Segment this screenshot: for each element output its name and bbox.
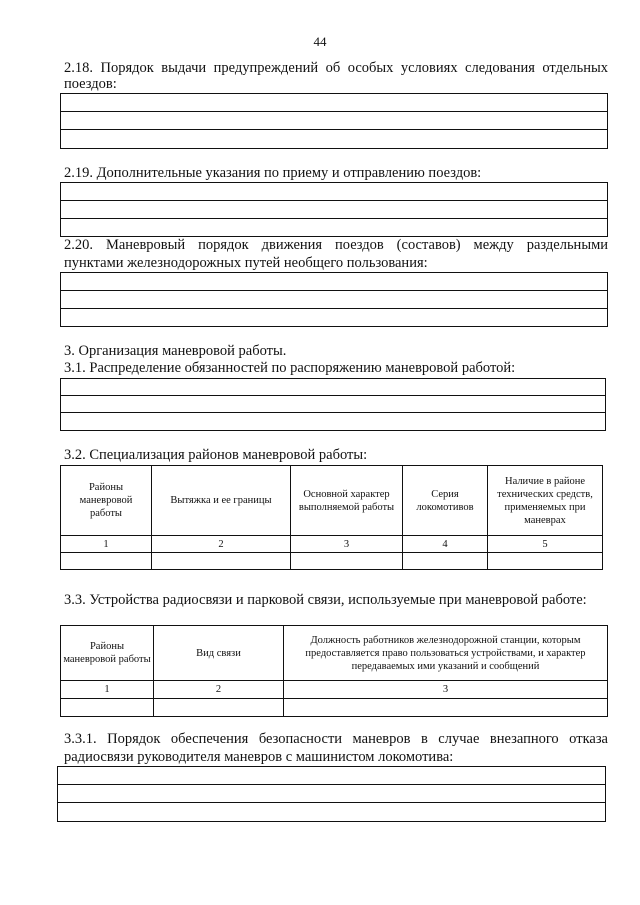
column-number: 1 bbox=[61, 536, 152, 553]
table-cell bbox=[61, 699, 154, 717]
table-header-cell: Серия локомотивов bbox=[403, 466, 488, 536]
districts-table bbox=[60, 465, 603, 570]
table-header-cell: Наличие в районе технических средств, применяемых при маневрах bbox=[488, 466, 603, 536]
blank-row bbox=[61, 130, 607, 148]
blank-row bbox=[58, 803, 605, 821]
table-header-cell: Районы маневровой работы bbox=[61, 466, 152, 536]
blank-row bbox=[61, 379, 605, 396]
section-3-1-heading: 3.1. Распределение обязанностей по распоряжению маневровой работой: bbox=[64, 360, 516, 376]
section-3-1-blank-box bbox=[60, 378, 606, 431]
section-2-18-blank-box bbox=[60, 93, 608, 149]
column-number: 4 bbox=[403, 536, 488, 553]
table-cell bbox=[403, 553, 488, 570]
section-2-18-heading-line1: 2.18. Порядок выдачи предупреждений об особых условиях следования отдельных bbox=[64, 60, 608, 76]
column-number: 2 bbox=[152, 536, 291, 553]
blank-row bbox=[61, 396, 605, 413]
section-2-20-blank-box bbox=[60, 272, 608, 327]
table-header-row bbox=[61, 626, 608, 681]
column-number: 2 bbox=[154, 681, 284, 699]
blank-row bbox=[58, 785, 605, 803]
table-header-cell: Должность работников железнодорожной станции, которым предоставляется право пользоваться устройствами, и характер передаваемых ими указаний и сообщений bbox=[284, 626, 608, 681]
section-2-19-blank-box bbox=[60, 182, 608, 237]
blank-row bbox=[61, 94, 607, 112]
section-3-3-1-heading-line1: 3.3.1. Порядок обеспечения безопасности маневров в случае внезапного отказа bbox=[64, 731, 608, 747]
blank-row bbox=[61, 413, 605, 430]
table-header-cell: Основной характер выполняемой работы bbox=[291, 466, 403, 536]
table-cell bbox=[154, 699, 284, 717]
blank-row bbox=[61, 291, 607, 309]
table-cell bbox=[488, 553, 603, 570]
table-header-cell: Вытяжка и ее границы bbox=[152, 466, 291, 536]
section-3-3-title: 3.3. Устройства радиосвязи и парковой связи, используемые при маневровой работе: bbox=[64, 592, 587, 608]
table-header-cell: Районы маневровой работы bbox=[61, 626, 154, 681]
table-cell bbox=[291, 553, 403, 570]
table-number-row bbox=[61, 681, 608, 699]
blank-row bbox=[61, 219, 607, 236]
table-cell bbox=[61, 553, 152, 570]
table-number-row bbox=[61, 536, 603, 553]
page-number: 44 bbox=[313, 34, 327, 49]
section-2-20-heading-line1: 2.20. Маневровый порядок движения поездов (составов) между раздельными bbox=[64, 237, 608, 253]
blank-row bbox=[61, 183, 607, 201]
table-cell bbox=[284, 699, 608, 717]
blank-row bbox=[61, 309, 607, 326]
blank-row bbox=[58, 767, 605, 785]
column-number: 3 bbox=[291, 536, 403, 553]
column-number: 5 bbox=[488, 536, 603, 553]
radio-communication-table bbox=[60, 625, 608, 717]
section-3-3-1-blank-box bbox=[57, 766, 606, 822]
blank-row bbox=[61, 273, 607, 291]
section-2-18-heading-line2: поездов: bbox=[64, 76, 117, 92]
table-header-cell: Вид связи bbox=[154, 626, 284, 681]
blank-row bbox=[61, 112, 607, 130]
table-empty-row bbox=[61, 553, 603, 570]
table-empty-row bbox=[61, 699, 608, 717]
blank-row bbox=[61, 201, 607, 219]
section-2-19-heading: 2.19. Дополнительные указания по приему и отправлению поездов: bbox=[64, 165, 482, 181]
section-3-2-title: 3.2. Специализация районов маневровой работы: bbox=[64, 447, 368, 463]
section-3-title: 3. Организация маневровой работы. bbox=[64, 343, 287, 359]
column-number: 3 bbox=[284, 681, 608, 699]
column-number: 1 bbox=[61, 681, 154, 699]
table-header-row bbox=[61, 466, 603, 536]
section-2-20-heading-line2: пунктами железнодорожных путей необщего пользования: bbox=[64, 255, 428, 271]
section-3-3-1-heading-line2: радиосвязи руководителя маневров с машинистом локомотива: bbox=[64, 749, 454, 765]
table-cell bbox=[152, 553, 291, 570]
